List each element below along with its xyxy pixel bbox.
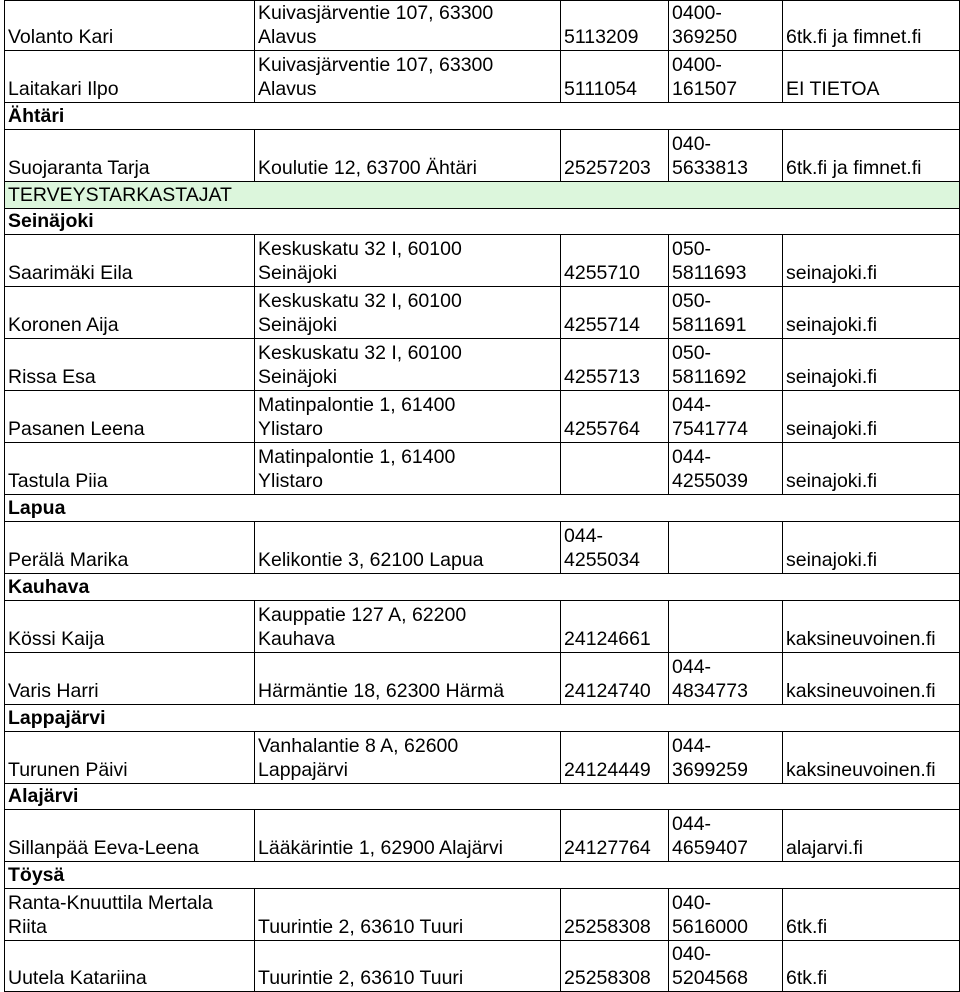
mobile-cell: 044- 4255039 xyxy=(672,446,748,492)
section-label: Kauhava xyxy=(8,576,90,598)
mobile-cell: 050- 5811691 xyxy=(672,290,747,336)
section-label: Ähtäri xyxy=(8,105,65,127)
address-cell: Vanhalantie 8 A, 62600 Lappajärvi xyxy=(258,735,459,781)
table-row xyxy=(4,286,960,338)
phone-cell: 25258308 xyxy=(564,967,651,989)
website-cell: EI TIETOA xyxy=(786,78,880,100)
mobile-cell xyxy=(668,601,782,652)
section-header-row xyxy=(4,208,960,234)
phone-cell: 25257203 xyxy=(564,157,651,179)
address-cell: Matinpalontie 1, 61400 Ylistaro xyxy=(258,446,456,492)
section-header-row xyxy=(4,181,960,208)
website-cell: seinajoki.fi xyxy=(786,366,878,388)
contact-table xyxy=(4,0,960,992)
name-cell: Koronen Aija xyxy=(8,314,119,336)
table-row xyxy=(4,50,960,102)
section-label: TERVEYSTARKASTAJAT xyxy=(8,184,232,206)
phone-cell: 24127764 xyxy=(564,837,651,859)
name-cell: Volanto Kari xyxy=(8,26,114,48)
table-row xyxy=(4,888,960,940)
mobile-cell: 0400- 161507 xyxy=(672,54,738,100)
website-cell: seinajoki.fi xyxy=(786,418,878,440)
phone-cell: 044- 4255034 xyxy=(564,525,640,571)
website-cell: seinajoki.fi xyxy=(786,549,878,571)
address-cell: Matinpalontie 1, 61400 Ylistaro xyxy=(258,394,456,440)
table-row xyxy=(4,234,960,286)
table-row xyxy=(4,652,960,704)
website-cell: 6tk.fi ja fimnet.fi xyxy=(786,26,922,48)
section-header-row xyxy=(4,861,960,888)
section-label: Alajärvi xyxy=(8,785,79,807)
address-cell: Tuurintie 2, 63610 Tuuri xyxy=(258,967,464,989)
phone-cell: 24124661 xyxy=(564,628,651,650)
website-cell: kaksineuvoinen.fi xyxy=(786,628,936,650)
name-cell: Perälä Marika xyxy=(8,549,129,571)
address-cell: Tuurintie 2, 63610 Tuuri xyxy=(258,916,464,938)
phone-cell: 25258308 xyxy=(564,916,651,938)
website-cell: kaksineuvoinen.fi xyxy=(786,759,936,781)
address-cell: Keskuskatu 32 I, 60100 Seinäjoki xyxy=(258,238,462,284)
table-row xyxy=(4,809,960,861)
section-label: Töysä xyxy=(8,864,65,886)
section-label: Lappajärvi xyxy=(8,707,106,729)
section-label: Lapua xyxy=(8,497,66,519)
name-cell: Saarimäki Eila xyxy=(8,262,133,284)
table-row xyxy=(4,600,960,652)
mobile-cell: 044- 3699259 xyxy=(672,735,748,781)
mobile-cell: 050- 5811692 xyxy=(672,342,747,388)
mobile-cell xyxy=(668,522,782,573)
table-row xyxy=(4,521,960,573)
mobile-cell: 040- 5633813 xyxy=(672,133,748,179)
mobile-cell: 044- 7541774 xyxy=(672,394,748,440)
mobile-cell: 044- 4834773 xyxy=(672,656,748,702)
mobile-cell: 0400- 369250 xyxy=(672,2,738,48)
table-row xyxy=(4,129,960,181)
phone-cell xyxy=(560,443,668,494)
name-cell: Rissa Esa xyxy=(8,366,96,388)
section-header-row xyxy=(4,573,960,600)
table-row xyxy=(4,442,960,494)
name-cell: Pasanen Leena xyxy=(8,418,145,440)
phone-cell: 24124740 xyxy=(564,680,651,702)
website-cell: seinajoki.fi xyxy=(786,470,878,492)
name-cell: Turunen Päivi xyxy=(8,759,128,781)
phone-cell: 4255713 xyxy=(564,366,640,388)
table-row xyxy=(4,390,960,442)
table-row xyxy=(4,731,960,783)
name-cell: Tastula Piia xyxy=(8,470,108,492)
name-cell: Suojaranta Tarja xyxy=(8,157,150,179)
section-header-row xyxy=(4,102,960,129)
address-cell: Kauppatie 127 A, 62200 Kauhava xyxy=(258,604,467,650)
phone-cell: 4255764 xyxy=(564,418,640,440)
section-header-row xyxy=(4,704,960,731)
address-cell: Härmäntie 18, 62300 Härmä xyxy=(258,680,505,702)
website-cell: kaksineuvoinen.fi xyxy=(786,680,936,702)
mobile-cell: 050- 5811693 xyxy=(672,238,747,284)
mobile-cell: 044- 4659407 xyxy=(672,813,748,859)
website-cell: seinajoki.fi xyxy=(786,314,878,336)
section-header-row xyxy=(4,783,960,809)
address-cell: Kuivasjärventie 107, 63300 Alavus xyxy=(258,2,494,48)
name-cell: Varis Harri xyxy=(8,680,99,702)
address-cell: Lääkärintie 1, 62900 Alajärvi xyxy=(258,837,503,859)
name-cell: Ranta-Knuuttila Mertala Riita xyxy=(8,892,213,938)
address-cell: Kelikontie 3, 62100 Lapua xyxy=(258,549,484,571)
website-cell: 6tk.fi ja fimnet.fi xyxy=(786,157,922,179)
mobile-cell: 040- 5616000 xyxy=(672,892,748,938)
table-row xyxy=(4,338,960,390)
website-cell: alajarvi.fi xyxy=(786,837,863,859)
address-cell: Keskuskatu 32 I, 60100 Seinäjoki xyxy=(258,290,462,336)
phone-cell: 5113209 xyxy=(564,26,639,48)
website-cell: 6tk.fi xyxy=(786,916,828,938)
name-cell: Laitakari Ilpo xyxy=(8,78,119,100)
phone-cell: 5111054 xyxy=(564,78,638,100)
mobile-cell: 040- 5204568 xyxy=(672,943,748,989)
address-cell: Koulutie 12, 63700 Ähtäri xyxy=(258,157,477,179)
name-cell: Kössi Kaija xyxy=(8,628,105,650)
phone-cell: 24124449 xyxy=(564,759,651,781)
phone-cell: 4255710 xyxy=(564,262,640,284)
table-row xyxy=(4,0,960,50)
website-cell: 6tk.fi xyxy=(786,967,828,989)
section-header-row xyxy=(4,494,960,521)
website-cell: seinajoki.fi xyxy=(786,262,878,284)
section-label: Seinäjoki xyxy=(8,210,94,232)
address-cell: Keskuskatu 32 I, 60100 Seinäjoki xyxy=(258,342,462,388)
name-cell: Sillanpää Eeva-Leena xyxy=(8,837,199,859)
name-cell: Uutela Katariina xyxy=(8,967,147,989)
phone-cell: 4255714 xyxy=(564,314,640,336)
address-cell: Kuivasjärventie 107, 63300 Alavus xyxy=(258,54,494,100)
table-row xyxy=(4,940,960,992)
